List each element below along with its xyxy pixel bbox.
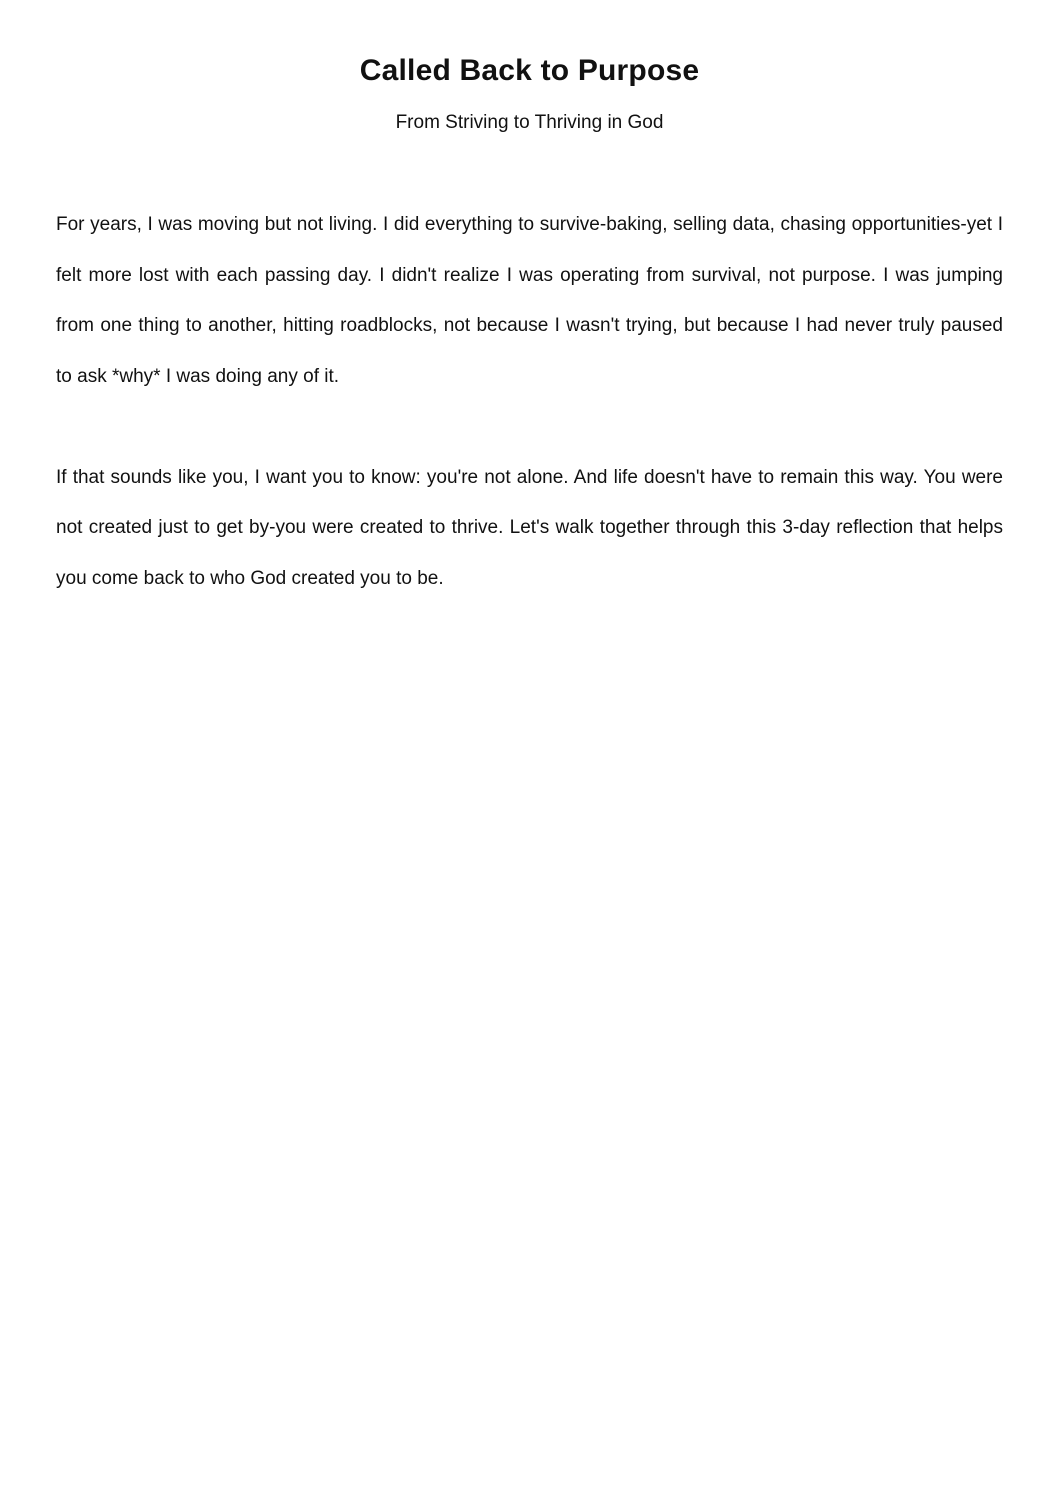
body-paragraph-1: For years, I was moving but not living. I did everything to survive-baking, selling data, chasing opportunities-yet I felt more lost with each passing day. I didn't realize I was operating from survival, not purpose. I was jumping from one thing to another, hitting roadblocks, not because I wasn't trying, but because I had never truly paused to ask *why* I was doing any of it. <box>56 214 1003 387</box>
document-content <box>0 52 1058 604</box>
page-title: Called Back to Purpose <box>359 54 700 87</box>
body-paragraph-2: If that sounds like you, I want you to know: you're not alone. And life doesn't have to remain this way. You were not created just to get by-you were created to thrive. Let's walk together through this 3-day reflection that helps you come back to who God created you to be. <box>56 466 1003 589</box>
page-subtitle: From Striving to Thriving in God <box>395 112 664 133</box>
